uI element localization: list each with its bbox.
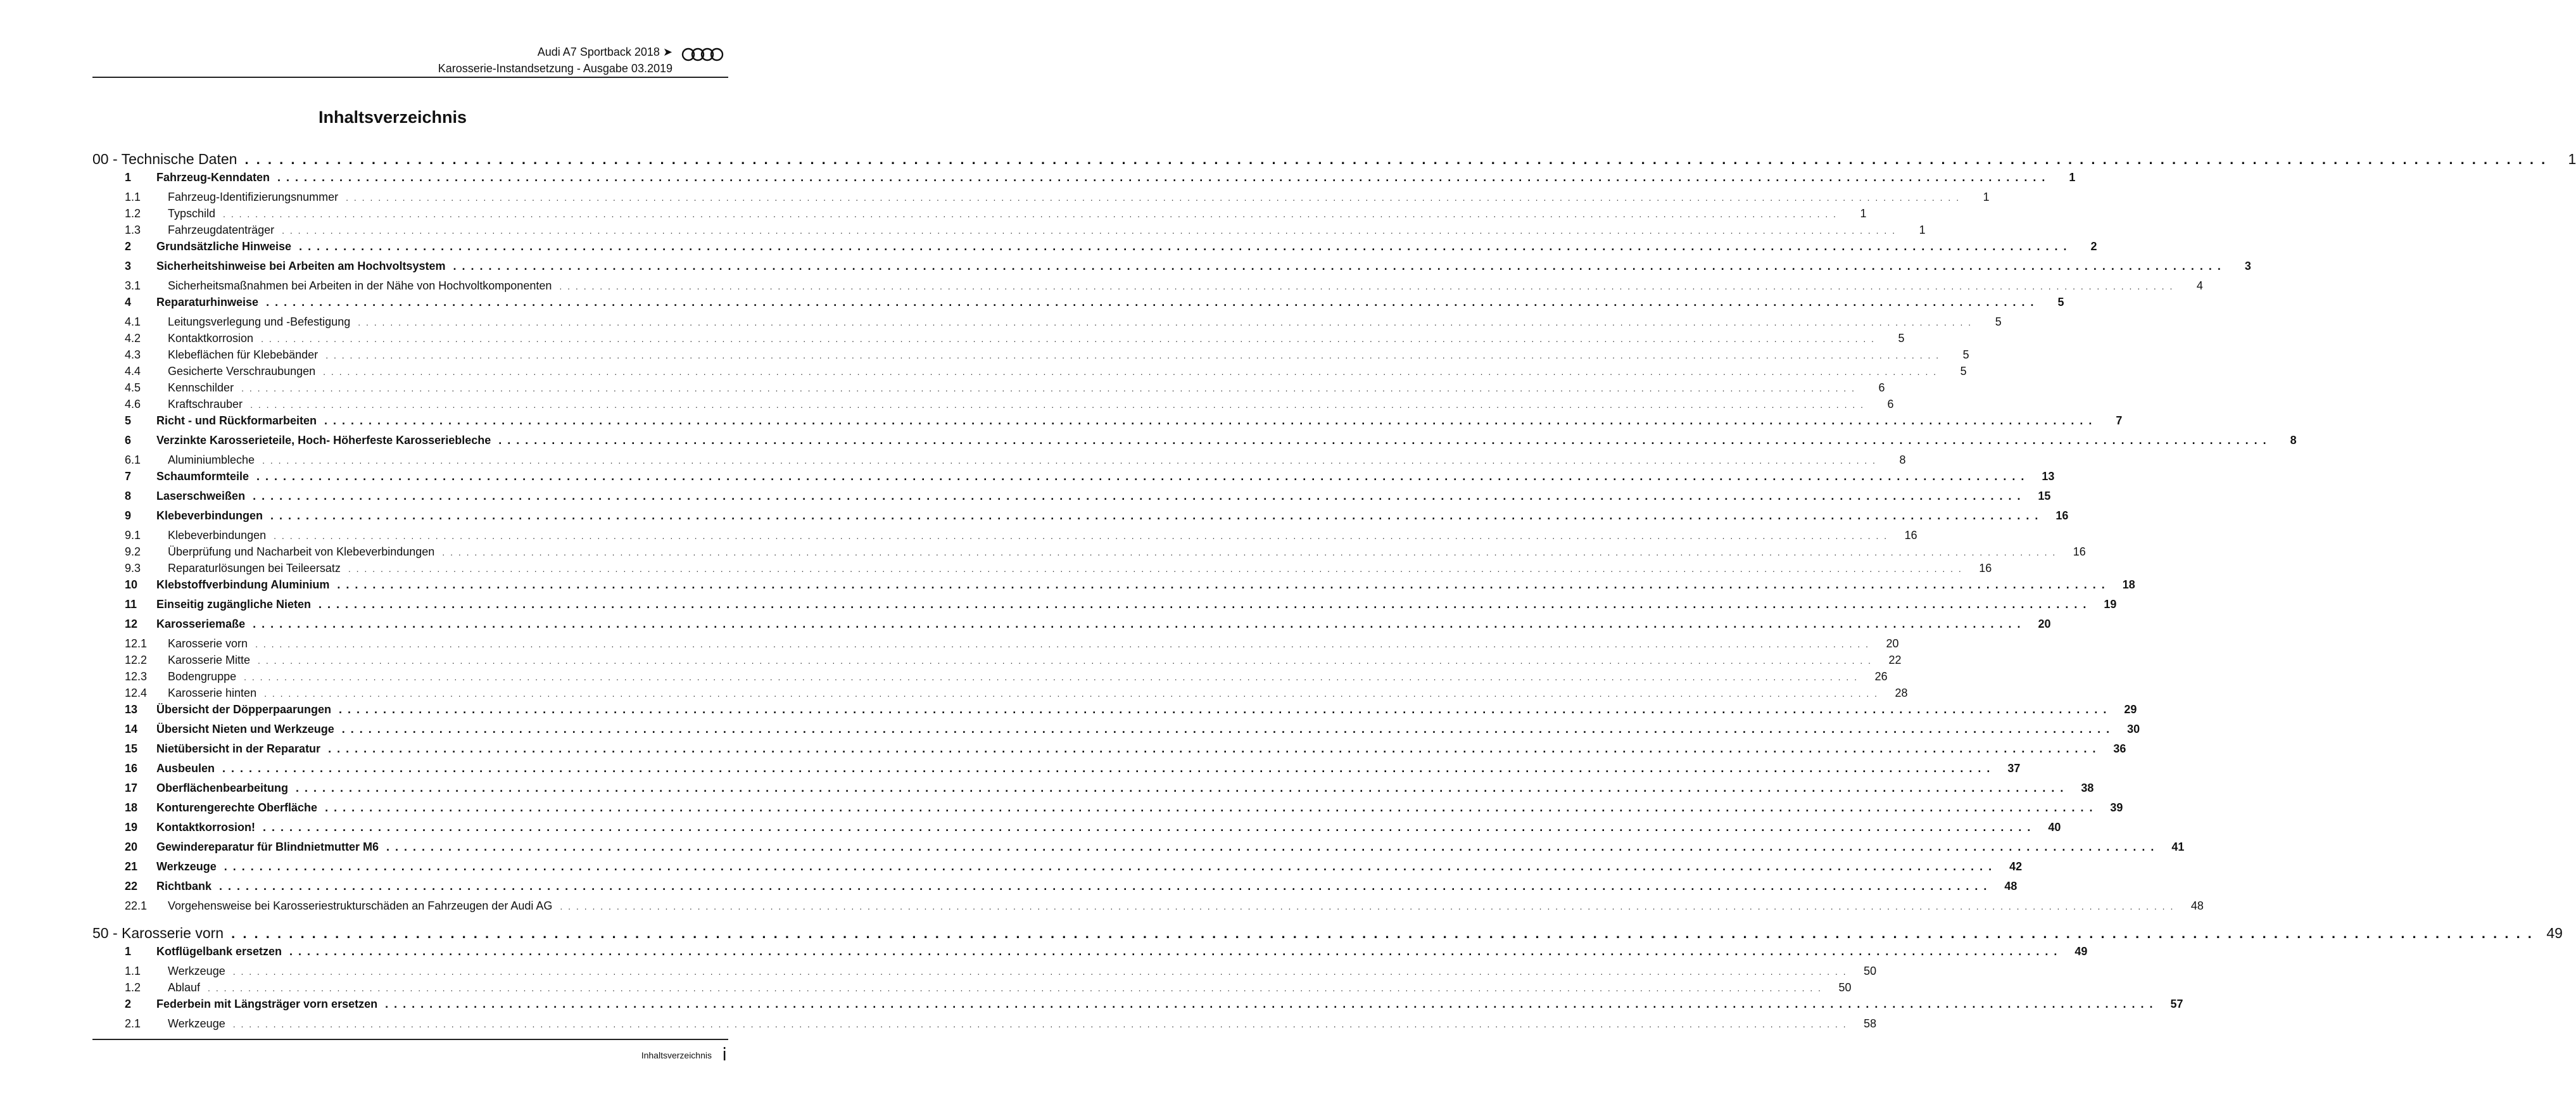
dot-leader: . . . . . . . . . . . . . . . . . . . . . . . . . . . . . . . . . . . . . . . . . . . . . . . . . . . . . . . . . . . . . . . . . . . . . . . . . . . . . . . . . . . . . . . . . . . . . . . . . . . . . . . . . . . . . . . . . . . . . . . . . . . . . . . . . . . . . . . . . . . . . . . . . . . . . . . . . . . . . . . . . . . . . . . . . . . . . . . . . . . . . . . . . . . . . . . . . . . . . . . . xyxy=(559,281,2174,291)
dot-leader: . . . . . . . . . . . . . . . . . . . . . . . . . . . . . . . . . . . . . . . . . . . . . . . . . . . . . . . . . . . . . . . . . . . . . . . . . . . . . . . . . . . . . . . . . . . . . . . . . . . . . . . . . . . . . . . . . . . . . . . . . . . . . . . . . . . . . . . . . . . . . . . . . . . . . . . . . . . . . . . . . . . . . . . . . . . . . . . . . . . . . . . . . . . . . . . . . . . . . . . . xyxy=(224,860,1993,873)
toc-entry-number: 10 xyxy=(125,578,138,591)
toc-section-row[interactable] xyxy=(92,598,2117,618)
toc-sub-row[interactable] xyxy=(92,545,2086,562)
toc-entry-number: 3 xyxy=(125,260,132,272)
toc-entry-page: 1 xyxy=(1919,224,1926,236)
toc-entry-page: 29 xyxy=(2124,703,2137,716)
toc-entry-page: 1 xyxy=(2069,171,2076,184)
footer-label: Inhaltsverzeichnis xyxy=(641,1050,712,1060)
toc-entry-page: 40 xyxy=(2048,821,2061,834)
toc-entry-page: 36 xyxy=(2113,742,2126,755)
toc-entry-number: 1.3 xyxy=(125,224,141,236)
toc-entry-number: 20 xyxy=(125,841,138,853)
toc-entry-page: 38 xyxy=(2081,782,2094,794)
toc-entry-title: Kraftschrauber xyxy=(168,398,243,410)
toc-entry-number: 12.3 xyxy=(125,670,148,683)
toc-entry-number: 2.1 xyxy=(125,1017,141,1030)
toc-entry-title: Karosserie hinten xyxy=(168,687,257,699)
toc-entry-number: 16 xyxy=(125,762,138,775)
toc-entry-page: 19 xyxy=(2104,598,2117,611)
toc-section-row[interactable] xyxy=(92,742,2126,762)
toc-entry-page: 58 xyxy=(1864,1017,1877,1030)
dot-leader: . . . . . . . . . . . . . . . . . . . . . . . . . . . . . . . . . . . . . . . . . . . . . . . . . . . . . . . . . . . . . . . . . . . . . . . . . . . . . . . . . . . . . . . . . . . . . . . . . . . . . . . . . . . . . . . . . . . . . . . . . . . . . . . . . . . . . . . . . . . . . . . . . . . . . . . . . . . . . . . . . . . . . . . . . . . . . . . . . . . . . . . . . . . . . . . . . . . . . . . . xyxy=(232,1019,1848,1029)
toc-sub-row[interactable] xyxy=(92,562,1992,578)
toc-entry-number: 19 xyxy=(125,821,138,834)
dot-leader: . . . . . . . . . . . . . . . . . . . . . . . . . . . . . . . . . . . . . . . . . . . . . . . . . . . . . . . . . . . . . . . . . . . . . . . . . . . . . . . . . . . . . . . . . . . . . . . . . . . . . . . . . . . . . . . . . . . . . . . . . . . . . . . . . . . . . . . . . . . . . . . . . . . . . . . . . . . . . . . . . . . . . . . . . . . . . . . . . . . . . . . . . . . . . . . . . . . . . . . . xyxy=(453,260,2222,272)
toc-entry-number: 13 xyxy=(125,703,138,716)
dot-leader: . . . . . . . . . . . . . . . . . . . . . . . . . . . . . . . . . . . . . . . . . . . . . . . . . . . . . . . . . . . . . . . . . . . . . . . . . . . . . . . . . . . . . . . . . . . . . . . . . . . . . . . . . . . . . . . . . . . . . . . . . . . . . . . . . . . . . . . . . . . . . . . . . . . . . . . . . . . . . . . . . . . . . . . . . . . . . . . . . . . . . . . . . . . . . . . . . . . . . . . . xyxy=(346,193,1960,203)
toc-entry-page: 3 xyxy=(2244,260,2251,272)
toc-entry-title: Richtbank xyxy=(156,880,212,892)
toc-entry-title: Grundsätzliche Hinweise xyxy=(156,240,292,253)
footer-page-number: i xyxy=(722,1044,727,1065)
toc-entry-title: Ablauf xyxy=(168,981,201,994)
toc-section-row[interactable] xyxy=(92,841,2185,860)
toc-entry-number: 4.3 xyxy=(125,348,141,361)
dot-leader: . . . . . . . . . . . . . . . . . . . . . . . . . . . . . . . . . . . . . . . . . . . . . . . . . . . . . . . . . . . . . . . . . . . . . . . . . . . . . . . . . . . . . . . . . . . . . . . . . . . . . . . . . . . . . . . . . . . . . . . . . . . . . . . . . . . . . . . . . . . . . . . . . . . . . . . . . . . . . . . . . . . . . . . . . . . . . . . . . . . . . . . . . . . . . . . . . . . . . . . . xyxy=(232,967,1848,977)
toc-sub-row[interactable] xyxy=(92,348,1969,365)
toc-entry-title: Klebeverbindungen xyxy=(168,529,267,542)
toc-entry-page: 1 xyxy=(2568,151,2576,167)
toc-entry-number: 1 xyxy=(125,171,132,184)
toc-entry-title: Kennschilder xyxy=(168,381,234,394)
toc-entry-title: Reparaturlösungen bei Teileersatz xyxy=(168,562,341,575)
toc-entry-number: 9.3 xyxy=(125,562,141,575)
dot-leader: . . . . . . . . . . . . . . . . . . . . . . . . . . . . . . . . . . . . . . . . . . . . . . . . . . . . . . . . . . . . . . . . . . . . . . . . . . . . . . . . . . . . . . . . . . . . . . . . . . . . . . . . . . . . . . . . . . . . . . . . . . . . . . . . . . . . . . . . . . . . . . . . . . . . . . . . . . . . . . . . . . . . . . . . . . . . . . . . . . . . . . . . . . . . . . . . . . . . . . . . xyxy=(244,672,1859,682)
toc-entry-number: 12 xyxy=(125,618,138,630)
toc-section-row[interactable] xyxy=(92,240,2097,260)
toc-entry-page: 57 xyxy=(2170,998,2183,1010)
toc-entry-title: Kontaktkorrosion xyxy=(168,332,254,345)
dot-leader: . . . . . . . . . . . . . . . . . . . . . . . . . . . . . . . . . . . . . . . . . . . . . . . . . . . . . . . . . . . . . . . . . . . . . . . . . . . . . . . . . . . . . . . . . . . . . . . . . . . . . . . . . . . . . . . . . . . . . . . . . . . . . . . . . . . . . . . . . . . . . . . . . . . . . . . . . . . . . . . . . . . . . . . . . . . . . . . . . . . . . . . . . . . . . . . . . . . . . . . . xyxy=(274,531,1888,541)
toc-entry-number: 14 xyxy=(125,723,138,735)
toc-entry-page: 20 xyxy=(1886,637,1899,650)
toc-section-row[interactable] xyxy=(92,578,2135,598)
toc-sub-row[interactable] xyxy=(92,398,1894,414)
toc-entry-title: Übersicht Nieten und Werkzeuge xyxy=(156,723,334,735)
dot-leader: . . . . . . . . . . . . . . . . . . . . . . . . . . . . . . . . . . . . . . . . . . . . . . . . . . . . . . . . . . . . . . . . . . . . . . . . . . . . . . . . . . . . . . . . . . . . . . . . . . . . . . . . . . . . . . . . . . . . . . . . . . . . . . . . . . . . . . . . . . . . . . . . . . . . . . . . . . . . . . . . . . . . . . . . . . . . . . . . . . . . . . . . . . . . . . . . . . . . . . . . xyxy=(222,762,1992,775)
toc-entry-number: 4.6 xyxy=(125,398,141,410)
toc-entry-page: 1 xyxy=(1983,191,1990,203)
dot-leader: . . . . . . . . . . . . . . . . . . . . . . . . . . . . . . . . . . . . . . . . . . . . . . . . . . . . . . . . . . . . . . . . . . . . . . . . . . . . . . . . . . . . . . . . . . . . . . . . . . . . . . . . . . . . . . . . . . . . . . . . . . . . . . . . . . . . . . . . . . . . . . . . . . . . . . . . . . . . . . . . . . . . . . . . . . . . . . . . . . . . . . . . . . . . . . . . . . . . . . . . xyxy=(258,656,1872,666)
toc-entry-page: 37 xyxy=(2007,762,2021,775)
dot-leader: . . . . . . . . . . . . . . . . . . . . . . . . . . . . . . . . . . . . . . . . . . . . . . . . . . . . . . . . . . . . . . . . . . . . . . . . . . . . . . . . . . . . . . . . . . . . . . . . . . . . . . . . . . . . . . . . . . . . . . . . . . . . . . . . . . . . . . . . . . . . . . . . . . . . . . . . . . . . . . . . . . . . . . . . . . . . . . . . . . . . . . . . . . . . . . . . . . . . . . . . xyxy=(244,151,2548,167)
toc-section-row[interactable] xyxy=(92,860,2023,880)
toc-entry-page: 16 xyxy=(1904,529,1917,542)
toc-section-row[interactable] xyxy=(92,296,2064,315)
toc-entry-number: 17 xyxy=(125,782,138,794)
dot-leader: . . . . . . . . . . . . . . . . . . . . . . . . . . . . . . . . . . . . . . . . . . . . . . . . . . . . . . . . . . . . . . . . . . . . . . . . . . . . . . . . . . . . . . . . . . . . . . . . . . . . . . . . . . . . . . . . . . . . . . . . . . . . . . . . . . . . . . . . . . . . . . . . . . . . . . . . . . . . . . . . . . . . . . . . . . . . . . . . . . . . . . . . . . . . . . . . . . . . . . . . xyxy=(266,296,2035,308)
toc-entry-page: 8 xyxy=(2290,434,2297,447)
toc-entry-page: 6 xyxy=(1878,381,1885,394)
toc-entry-title: Aluminiumbleche xyxy=(168,454,255,466)
toc-entry-title: Nietübersicht in der Reparatur xyxy=(156,742,321,755)
toc-entry-number: 12.2 xyxy=(125,654,148,666)
dot-leader: . . . . . . . . . . . . . . . . . . . . . . . . . . . . . . . . . . . . . . . . . . . . . . . . . . . . . . . . . . . . . . . . . . . . . . . . . . . . . . . . . . . . . . . . . . . . . . . . . . . . . . . . . . . . . . . . . . . . . . . . . . . . . . . . . . . . . . . . . . . . . . . . . . . . . . . . . . . . . . . . . . . . . . . . . . . . . . . . . . . . . . . . . . . . . . . . . . . . . . . . xyxy=(442,547,2057,557)
toc-entry-number: 22 xyxy=(125,880,138,892)
toc-entry-page: 48 xyxy=(2004,880,2017,892)
toc-entry-page: 50 xyxy=(1864,965,1877,977)
toc-entry-page: 5 xyxy=(1960,365,1967,378)
toc-section-row[interactable] xyxy=(92,509,2069,529)
toc-entry-title: Kontaktkorrosion! xyxy=(156,821,256,834)
toc-sub-row[interactable] xyxy=(92,687,1908,703)
toc-entry-title: Sicherheitshinweise bei Arbeiten am Hochvoltsystem xyxy=(156,260,446,272)
toc-entry-number: 1.1 xyxy=(125,965,141,977)
dot-leader: . . . . . . . . . . . . . . . . . . . . . . . . . . . . . . . . . . . . . . . . . . . . . . . . . . . . . . . . . . . . . . . . . . . . . . . . . . . . . . . . . . . . . . . . . . . . . . . . . . . . . . . . . . . . . . . . . . . . . . . . . . . . . . . . . . . . . . . . . . . . . . . . . . . . . . . . . . . . . . . . . . . . . . . . . . . . . . . . . . . . . . . . . . . . . . . . . . . . . . . . xyxy=(241,383,1856,393)
dot-leader: . . . . . . . . . . . . . . . . . . . . . . . . . . . . . . . . . . . . . . . . . . . . . . . . . . . . . . . . . . . . . . . . . . . . . . . . . . . . . . . . . . . . . . . . . . . . . . . . . . . . . . . . . . . . . . . . . . . . . . . . . . . . . . . . . . . . . . . . . . . . . . . . . . . . . . . . . . . . . . . . . . . . . . . . . . . . . . . . . . . . . . . . . . . . . . . . . . . . . . . . xyxy=(348,564,1963,574)
toc-entry-number: 2 xyxy=(125,998,132,1010)
toc-entry-page: 49 xyxy=(2074,945,2088,958)
toc-entry-title: Fahrzeug-Kenndaten xyxy=(156,171,270,184)
toc-entry-page: 1 xyxy=(1860,207,1867,220)
toc-entry-title: Klebeverbindungen xyxy=(156,509,263,522)
toc-entry-number: 4.2 xyxy=(125,332,141,345)
toc-entry-title: Vorgehensweise bei Karosseriestrukturschäden an Fahrzeugen der Audi AG xyxy=(168,899,553,912)
toc-entry-page: 26 xyxy=(1874,670,1888,683)
toc-section-row[interactable] xyxy=(92,762,2021,782)
dot-leader: . . . . . . . . . . . . . . . . . . . . . . . . . . . . . . . . . . . . . . . . . . . . . . . . . . . . . . . . . . . . . . . . . . . . . . . . . . . . . . . . . . . . . . . . . . . . . . . . . . . . . . . . . . . . . . . . . . . . . . . . . . . . . . . . . . . . . . . . . . . . . . . . . . . . . . . . . . . . . . . . . . . . . . . . . . . . . . . . . . . . . . . . . . . . . . . . . . . . . . . . xyxy=(498,434,2268,447)
toc-entry-title: Oberflächenbearbeitung xyxy=(156,782,289,794)
footer-rule xyxy=(92,1039,728,1040)
toc-sub-row[interactable] xyxy=(92,899,2204,916)
toc-section-row[interactable] xyxy=(92,260,2251,279)
toc-entry-title: Karosserie vorn xyxy=(168,637,248,650)
toc-entry-number: 22.1 xyxy=(125,899,148,912)
dot-leader: . . . . . . . . . . . . . . . . . . . . . . . . . . . . . . . . . . . . . . . . . . . . . . . . . . . . . . . . . . . . . . . . . . . . . . . . . . . . . . . . . . . . . . . . . . . . . . . . . . . . . . . . . . . . . . . . . . . . . . . . . . . . . . . . . . . . . . . . . . . . . . . . . . . . . . . . . . . . . . . . . . . . . . . . . . . . . . . . . . . . . . . . . . . . . . . . . . . . . . . . xyxy=(358,317,1973,327)
toc-entry-title: Verzinkte Karosserieteile, Hoch- Höherfeste Karosseriebleche xyxy=(156,434,491,447)
toc-sub-row[interactable] xyxy=(92,224,1926,240)
toc-entry-page: 48 xyxy=(2190,899,2204,912)
toc-entry-number: 4.4 xyxy=(125,365,141,378)
toc-entry-number: 4 xyxy=(125,296,132,308)
toc-entry-page: 16 xyxy=(2073,545,2086,558)
toc-section-row[interactable] xyxy=(92,723,2140,742)
toc-sub-row[interactable] xyxy=(92,454,1906,470)
dot-leader: . . . . . . . . . . . . . . . . . . . . . . . . . . . . . . . . . . . . . . . . . . . . . . . . . . . . . . . . . . . . . . . . . . . . . . . . . . . . . . . . . . . . . . . . . . . . . . . . . . . . . . . . . . . . . . . . . . . . . . . . . . . . . . . . . . . . . . . . . . . . . . . . . . . . . . . . . . . . . . . . . . . . . . . . . . . . . . . . . . . . . . . . . . . . . . . . . . . . . . . . xyxy=(261,334,1876,344)
toc-entry-title: Einseitig zugängliche Nieten xyxy=(156,598,312,611)
dot-leader: . . . . . . . . . . . . . . . . . . . . . . . . . . . . . . . . . . . . . . . . . . . . . . . . . . . . . . . . . . . . . . . . . . . . . . . . . . . . . . . . . . . . . . . . . . . . . . . . . . . . . . . . . . . . . . . . . . . . . . . . . . . . . . . . . . . . . . . . . . . . . . . . . . . . . . . . . . . . . . . . . . . . . . . . . . . . . . . . . . . . . . . . . . . . . . . . . . . . . . . . xyxy=(339,703,2108,716)
header-subtitle: Karosserie-Instandsetzung - Ausgabe 03.2019 xyxy=(438,62,672,75)
toc-entry-number: 00 - Technische Daten xyxy=(92,151,237,167)
toc-entry-page: 4 xyxy=(2196,279,2203,292)
toc-sub-row[interactable] xyxy=(92,529,1917,545)
toc-section-row[interactable] xyxy=(92,945,2088,965)
toc-sub-row[interactable] xyxy=(92,332,1905,348)
toc-entry-title: Übersicht der Döpperpaarungen xyxy=(156,703,332,716)
toc-entry-title: Typschild xyxy=(168,207,216,220)
toc-sub-row[interactable] xyxy=(92,315,2002,332)
toc-sub-row[interactable] xyxy=(92,207,1867,224)
toc-sub-row[interactable] xyxy=(92,279,2203,296)
toc-section-row[interactable] xyxy=(92,801,2123,821)
toc-sub-row[interactable] xyxy=(92,365,1967,381)
toc-entry-number: 7 xyxy=(125,470,132,483)
toc-entry-number: 11 xyxy=(125,598,137,611)
toc-entry-title: Federbein mit Längsträger vorn ersetzen xyxy=(156,998,378,1010)
toc-entry-title: Laserschweißen xyxy=(156,490,246,502)
toc-entry-number: 12.1 xyxy=(125,637,148,650)
toc-entry-title: Fahrzeugdatenträger xyxy=(168,224,275,236)
dot-leader: . . . . . . . . . . . . . . . . . . . . . . . . . . . . . . . . . . . . . . . . . . . . . . . . . . . . . . . . . . . . . . . . . . . . . . . . . . . . . . . . . . . . . . . . . . . . . . . . . . . . . . . . . . . . . . . . . . . . . . . . . . . . . . . . . . . . . . . . . . . . . . . . . . . . . . . . . . . . . . . . . . . . . . . . . . . . . . . . . . . . . . . . . . . . . . . . . . . . . . . . xyxy=(337,578,2106,591)
toc-entry-number: 12.4 xyxy=(125,687,148,699)
table-of-contents xyxy=(92,151,2576,1034)
toc-entry-page: 39 xyxy=(2110,801,2123,814)
toc-entry-page: 13 xyxy=(2042,470,2055,483)
dot-leader: . . . . . . . . . . . . . . . . . . . . . . . . . . . . . . . . . . . . . . . . . . . . . . . . . . . . . . . . . . . . . . . . . . . . . . . . . . . . . . . . . . . . . . . . . . . . . . . . . . . . . . . . . . . . . . . . . . . . . . . . . . . . . . . . . . . . . . . . . . . . . . . . . . . . . . . . . . . . . . . . . . . . . . . . . . . . . . . . . . . . . . . . . . . . . . . . . . . . . . . . xyxy=(325,801,2094,814)
toc-entry-page: 49 xyxy=(2546,925,2563,941)
toc-entry-title: Karosseriemaße xyxy=(156,618,246,630)
toc-entry-title: Klebeflächen für Klebebänder xyxy=(168,348,319,361)
toc-entry-number: 1.2 xyxy=(125,981,141,994)
toc-section-row[interactable] xyxy=(92,618,2051,637)
toc-section-row[interactable] xyxy=(92,414,2123,434)
toc-entry-number: 15 xyxy=(125,742,138,755)
toc-section-row[interactable] xyxy=(92,490,2051,509)
toc-entry-title: Richt - und Rückformarbeiten xyxy=(156,414,317,427)
dot-leader: . . . . . . . . . . . . . . . . . . . . . . . . . . . . . . . . . . . . . . . . . . . . . . . . . . . . . . . . . . . . . . . . . . . . . . . . . . . . . . . . . . . . . . . . . . . . . . . . . . . . . . . . . . . . . . . . . . . . . . . . . . . . . . . . . . . . . . . . . . . . . . . . . . . . . . . . . . . . . . . . . . . . . . . . . . . . . . . . . . . . . . . . . . . . . . . . . . . . . . . . xyxy=(341,723,2111,735)
dot-leader: . . . . . . . . . . . . . . . . . . . . . . . . . . . . . . . . . . . . . . . . . . . . . . . . . . . . . . . . . . . . . . . . . . . . . . . . . . . . . . . . . . . . . . . . . . . . . . . . . . . . . . . . . . . . . . . . . . . . . . . . . . . . . . . . . . . . . . . . . . . . . . . . . . . . . . . . . . . . . . . . . . . . . . . . . . . . . . . . . . . . . . . . . . . . . . . . . . . . . . . . xyxy=(263,821,2032,834)
toc-sub-row[interactable] xyxy=(92,965,1877,981)
toc-entry-title: Gewindereparatur für Blindnietmutter M6 xyxy=(156,841,379,853)
toc-sub-row[interactable] xyxy=(92,637,1899,654)
toc-entry-number: 6 xyxy=(125,434,132,447)
dot-leader: . . . . . . . . . . . . . . . . . . . . . . . . . . . . . . . . . . . . . . . . . . . . . . . . . . . . . . . . . . . . . . . . . . . . . . . . . . . . . . . . . . . . . . . . . . . . . . . . . . . . . . . . . . . . . . . . . . . . . . . . . . . . . . . . . . . . . . . . . . . . . . . . . . . . . . . . . . . . . . . . . . . . . . . . . . . . . . . . . . . . . . . . . . . . . . . . . . . . . . . . xyxy=(253,490,2022,502)
toc-section-row[interactable] xyxy=(92,703,2137,723)
toc-entry-page: 16 xyxy=(1979,562,1992,575)
toc-entry-title: Sicherheitsmaßnahmen bei Arbeiten in der Nähe von Hochvoltkomponenten xyxy=(168,279,552,292)
toc-entry-page: 16 xyxy=(2055,509,2069,522)
dot-leader: . . . . . . . . . . . . . . . . . . . . . . . . . . . . . . . . . . . . . . . . . . . . . . . . . . . . . . . . . . . . . . . . . . . . . . . . . . . . . . . . . . . . . . . . . . . . . . . . . . . . . . . . . . . . . . . . . . . . . . . . . . . . . . . . . . . . . . . . . . . . . . . . . . . . . . . . . . . . . . . . . . . . . . . . . . . . . . . . . . . . . . . . . . . . . . . . . . . . . . . . xyxy=(324,414,2093,427)
dot-leader: . . . . . . . . . . . . . . . . . . . . . . . . . . . . . . . . . . . . . . . . . . . . . . . . . . . . . . . . . . . . . . . . . . . . . . . . . . . . . . . . . . . . . . . . . . . . . . . . . . . . . . . . . . . . . . . . . . . . . . . . . . . . . . . . . . . . . . . . . . . . . . . . . . . . . . . . . . . . . . . . . . . . . . . . . . . . . . . . . . . . . . . . . . . . . . . . . . . . . . . . xyxy=(250,400,1865,410)
dot-leader: . . . . . . . . . . . . . . . . . . . . . . . . . . . . . . . . . . . . . . . . . . . . . . . . . . . . . . . . . . . . . . . . . . . . . . . . . . . . . . . . . . . . . . . . . . . . . . . . . . . . . . . . . . . . . . . . . . . . . . . . . . . . . . . . . . . . . . . . . . . . . . . . . . . . . . . . . . . . . . . . . . . . . . . . . . . . . . . . . . . . . . . . . . . . . . . . . . . . . . . . xyxy=(256,470,2026,483)
dot-leader: . . . . . . . . . . . . . . . . . . . . . . . . . . . . . . . . . . . . . . . . . . . . . . . . . . . . . . . . . . . . . . . . . . . . . . . . . . . . . . . . . . . . . . . . . . . . . . . . . . . . . . . . . . . . . . . . . . . . . . . . . . . . . . . . . . . . . . . . . . . . . . . . . . . . . . . . . . . . . . . . . . . . . . . . . . . . . . . . . . . . . . . . . . . . . . . . . . . . . . . . xyxy=(282,225,1897,236)
dot-leader: . . . . . . . . . . . . . . . . . . . . . . . . . . . . . . . . . . . . . . . . . . . . . . . . . . . . . . . . . . . . . . . . . . . . . . . . . . . . . . . . . . . . . . . . . . . . . . . . . . . . . . . . . . . . . . . . . . . . . . . . . . . . . . . . . . . . . . . . . . . . . . . . . . . . . . . . . . . . . . . . . . . . . . . . . . . . . . . . . . . . . . . . . . . . . . . . . . . . . . . . xyxy=(289,945,2059,958)
toc-entry-page: 8 xyxy=(1899,454,1906,466)
toc-entry-title: Werkzeuge xyxy=(156,860,217,873)
toc-entry-number: 9 xyxy=(125,509,132,522)
toc-entry-number: 3.1 xyxy=(125,279,141,292)
toc-entry-number: 6.1 xyxy=(125,454,141,466)
dot-leader: . . . . . . . . . . . . . . . . . . . . . . . . . . . . . . . . . . . . . . . . . . . . . . . . . . . . . . . . . . . . . . . . . . . . . . . . . . . . . . . . . . . . . . . . . . . . . . . . . . . . . . . . . . . . . . . . . . . . . . . . . . . . . . . . . . . . . . . . . . . . . . . . . . . . . . . . . . . . . . . . . . . . . . . . . . . . . . . . . . . . . . . . . . . . . . . . . . . . . . . . xyxy=(325,350,1940,360)
page-header xyxy=(92,44,728,77)
toc-entry-title: Fahrzeug-Identifizierungsnummer xyxy=(168,191,339,203)
toc-entry-page: 20 xyxy=(2038,618,2051,630)
toc-entry-title: Kotflügelbank ersetzen xyxy=(156,945,282,958)
toc-entry-page: 42 xyxy=(2009,860,2023,873)
toc-entry-page: 15 xyxy=(2038,490,2051,502)
toc-entry-page: 41 xyxy=(2171,841,2185,853)
toc-entry-page: 5 xyxy=(2057,296,2064,308)
toc-section-row[interactable] xyxy=(92,880,2017,899)
toc-entry-title: Schaumformteile xyxy=(156,470,249,483)
dot-leader: . . . . . . . . . . . . . . . . . . . . . . . . . . . . . . . . . . . . . . . . . . . . . . . . . . . . . . . . . . . . . . . . . . . . . . . . . . . . . . . . . . . . . . . . . . . . . . . . . . . . . . . . . . . . . . . . . . . . . . . . . . . . . . . . . . . . . . . . . . . . . . . . . . . . . . . . . . . . . . . . . . . . . . . . . . . . . . . . . . . . . . . . . . . . . . . . . . . . . . . . xyxy=(231,925,2534,941)
toc-entry-page: 22 xyxy=(1888,654,1902,666)
toc-chapter-row[interactable] xyxy=(92,151,2576,171)
toc-entry-title: Ausbeulen xyxy=(156,762,215,775)
toc-entry-page: 5 xyxy=(1962,348,1969,361)
toc-entry-number: 1.2 xyxy=(125,207,141,220)
dot-leader: . . . . . . . . . . . . . . . . . . . . . . . . . . . . . . . . . . . . . . . . . . . . . . . . . . . . . . . . . . . . . . . . . . . . . . . . . . . . . . . . . . . . . . . . . . . . . . . . . . . . . . . . . . . . . . . . . . . . . . . . . . . . . . . . . . . . . . . . . . . . . . . . . . . . . . . . . . . . . . . . . . . . . . . . . . . . . . . . . . . . . . . . . . . . . . . . . . . . . . . . xyxy=(264,689,1879,699)
toc-entry-number: 4.5 xyxy=(125,381,141,394)
toc-entry-number: 18 xyxy=(125,801,138,814)
toc-entry-page: 5 xyxy=(1995,315,2002,328)
dot-leader: . . . . . . . . . . . . . . . . . . . . . . . . . . . . . . . . . . . . . . . . . . . . . . . . . . . . . . . . . . . . . . . . . . . . . . . . . . . . . . . . . . . . . . . . . . . . . . . . . . . . . . . . . . . . . . . . . . . . . . . . . . . . . . . . . . . . . . . . . . . . . . . . . . . . . . . . . . . . . . . . . . . . . . . . . . . . . . . . . . . . . . . . . . . . . . . . . . . . . . . . xyxy=(385,998,2154,1010)
toc-chapter-row[interactable] xyxy=(92,925,2563,945)
toc-entry-page: 5 xyxy=(1898,332,1905,345)
dot-leader: . . . . . . . . . . . . . . . . . . . . . . . . . . . . . . . . . . . . . . . . . . . . . . . . . . . . . . . . . . . . . . . . . . . . . . . . . . . . . . . . . . . . . . . . . . . . . . . . . . . . . . . . . . . . . . . . . . . . . . . . . . . . . . . . . . . . . . . . . . . . . . . . . . . . . . . . . . . . . . . . . . . . . . . . . . . . . . . . . . . . . . . . . . . . . . . . . . . . . . . . xyxy=(560,901,2175,911)
toc-sub-row[interactable] xyxy=(92,981,1852,998)
toc-sub-row[interactable] xyxy=(92,670,1888,687)
dot-leader: . . . . . . . . . . . . . . . . . . . . . . . . . . . . . . . . . . . . . . . . . . . . . . . . . . . . . . . . . . . . . . . . . . . . . . . . . . . . . . . . . . . . . . . . . . . . . . . . . . . . . . . . . . . . . . . . . . . . . . . . . . . . . . . . . . . . . . . . . . . . . . . . . . . . . . . . . . . . . . . . . . . . . . . . . . . . . . . . . . . . . . . . . . . . . . . . . . . . . . . . xyxy=(223,209,1838,219)
toc-entry-number: 2 xyxy=(125,240,132,253)
toc-section-row[interactable] xyxy=(92,998,2183,1017)
toc-entry-number: 21 xyxy=(125,860,138,873)
toc-entry-number: 5 xyxy=(125,414,132,427)
toc-entry-title: Leitungsverlegung und -Befestigung xyxy=(168,315,351,328)
toc-entry-page: 6 xyxy=(1887,398,1894,410)
toc-entry-number: 1 xyxy=(125,945,132,958)
dot-leader: . . . . . . . . . . . . . . . . . . . . . . . . . . . . . . . . . . . . . . . . . . . . . . . . . . . . . . . . . . . . . . . . . . . . . . . . . . . . . . . . . . . . . . . . . . . . . . . . . . . . . . . . . . . . . . . . . . . . . . . . . . . . . . . . . . . . . . . . . . . . . . . . . . . . . . . . . . . . . . . . . . . . . . . . . . . . . . . . . . . . . . . . . . . . . . . . . . . . . . . . xyxy=(386,841,2156,853)
toc-entry-page: 18 xyxy=(2122,578,2135,591)
toc-entry-page: 7 xyxy=(2116,414,2123,427)
dot-leader: . . . . . . . . . . . . . . . . . . . . . . . . . . . . . . . . . . . . . . . . . . . . . . . . . . . . . . . . . . . . . . . . . . . . . . . . . . . . . . . . . . . . . . . . . . . . . . . . . . . . . . . . . . . . . . . . . . . . . . . . . . . . . . . . . . . . . . . . . . . . . . . . . . . . . . . . . . . . . . . . . . . . . . . . . . . . . . . . . . . . . . . . . . . . . . . . . . . . . . . . xyxy=(270,509,2040,522)
toc-entry-page: 50 xyxy=(1838,981,1852,994)
header-model: Audi A7 Sportback 2018 ➤ xyxy=(537,46,672,58)
toc-entry-page: 28 xyxy=(1895,687,1908,699)
dot-leader: . . . . . . . . . . . . . . . . . . . . . . . . . . . . . . . . . . . . . . . . . . . . . . . . . . . . . . . . . . . . . . . . . . . . . . . . . . . . . . . . . . . . . . . . . . . . . . . . . . . . . . . . . . . . . . . . . . . . . . . . . . . . . . . . . . . . . . . . . . . . . . . . . . . . . . . . . . . . . . . . . . . . . . . . . . . . . . . . . . . . . . . . . . . . . . . . . . . . . . . . xyxy=(253,618,2022,630)
toc-section-row[interactable] xyxy=(92,821,2061,841)
toc-entry-page: 2 xyxy=(2090,240,2097,253)
toc-entry-page: 30 xyxy=(2127,723,2140,735)
toc-entry-number: 9.1 xyxy=(125,529,141,542)
toc-sub-row[interactable] xyxy=(92,1017,1877,1034)
toc-entry-number: 4.1 xyxy=(125,315,141,328)
dot-leader: . . . . . . . . . . . . . . . . . . . . . . . . . . . . . . . . . . . . . . . . . . . . . . . . . . . . . . . . . . . . . . . . . . . . . . . . . . . . . . . . . . . . . . . . . . . . . . . . . . . . . . . . . . . . . . . . . . . . . . . . . . . . . . . . . . . . . . . . . . . . . . . . . . . . . . . . . . . . . . . . . . . . . . . . . . . . . . . . . . . . . . . . . . . . . . . . . . . . . . . . xyxy=(319,598,2088,611)
toc-entry-number: 8 xyxy=(125,490,132,502)
dot-leader: . . . . . . . . . . . . . . . . . . . . . . . . . . . . . . . . . . . . . . . . . . . . . . . . . . . . . . . . . . . . . . . . . . . . . . . . . . . . . . . . . . . . . . . . . . . . . . . . . . . . . . . . . . . . . . . . . . . . . . . . . . . . . . . . . . . . . . . . . . . . . . . . . . . . . . . . . . . . . . . . . . . . . . . . . . . . . . . . . . . . . . . . . . . . . . . . . . . . . . . . xyxy=(255,639,1870,649)
toc-section-row[interactable] xyxy=(92,470,2055,490)
toc-entry-number: 9.2 xyxy=(125,545,141,558)
dot-leader: . . . . . . . . . . . . . . . . . . . . . . . . . . . . . . . . . . . . . . . . . . . . . . . . . . . . . . . . . . . . . . . . . . . . . . . . . . . . . . . . . . . . . . . . . . . . . . . . . . . . . . . . . . . . . . . . . . . . . . . . . . . . . . . . . . . . . . . . . . . . . . . . . . . . . . . . . . . . . . . . . . . . . . . . . . . . . . . . . . . . . . . . . . . . . . . . . . . . . . . . xyxy=(299,240,2068,253)
dot-leader: . . . . . . . . . . . . . . . . . . . . . . . . . . . . . . . . . . . . . . . . . . . . . . . . . . . . . . . . . . . . . . . . . . . . . . . . . . . . . . . . . . . . . . . . . . . . . . . . . . . . . . . . . . . . . . . . . . . . . . . . . . . . . . . . . . . . . . . . . . . . . . . . . . . . . . . . . . . . . . . . . . . . . . . . . . . . . . . . . . . . . . . . . . . . . . . . . . . . . . . . xyxy=(323,367,1938,377)
dot-leader: . . . . . . . . . . . . . . . . . . . . . . . . . . . . . . . . . . . . . . . . . . . . . . . . . . . . . . . . . . . . . . . . . . . . . . . . . . . . . . . . . . . . . . . . . . . . . . . . . . . . . . . . . . . . . . . . . . . . . . . . . . . . . . . . . . . . . . . . . . . . . . . . . . . . . . . . . . . . . . . . . . . . . . . . . . . . . . . . . . . . . . . . . . . . . . . . . . . . . . . . xyxy=(277,171,2047,184)
dot-leader: . . . . . . . . . . . . . . . . . . . . . . . . . . . . . . . . . . . . . . . . . . . . . . . . . . . . . . . . . . . . . . . . . . . . . . . . . . . . . . . . . . . . . . . . . . . . . . . . . . . . . . . . . . . . . . . . . . . . . . . . . . . . . . . . . . . . . . . . . . . . . . . . . . . . . . . . . . . . . . . . . . . . . . . . . . . . . . . . . . . . . . . . . . . . . . . . . . . . . . . . xyxy=(208,983,1822,993)
toc-section-row[interactable] xyxy=(92,171,2076,191)
toc-entry-number: 1.1 xyxy=(125,191,141,203)
toc-entry-title: Klebstoffverbindung Aluminium xyxy=(156,578,330,591)
audi-rings-logo xyxy=(681,47,726,62)
toc-entry-title: Bodengruppe xyxy=(168,670,237,683)
toc-entry-title: Reparaturhinweise xyxy=(156,296,259,308)
toc-sub-row[interactable] xyxy=(92,191,1990,207)
toc-sub-row[interactable] xyxy=(92,654,1902,670)
dot-leader: . . . . . . . . . . . . . . . . . . . . . . . . . . . . . . . . . . . . . . . . . . . . . . . . . . . . . . . . . . . . . . . . . . . . . . . . . . . . . . . . . . . . . . . . . . . . . . . . . . . . . . . . . . . . . . . . . . . . . . . . . . . . . . . . . . . . . . . . . . . . . . . . . . . . . . . . . . . . . . . . . . . . . . . . . . . . . . . . . . . . . . . . . . . . . . . . . . . . . . . . xyxy=(219,880,1988,892)
toc-entry-title: Gesicherte Verschraubungen xyxy=(168,365,316,378)
toc-entry-title: Konturengerechte Oberfläche xyxy=(156,801,318,814)
dot-leader: . . . . . . . . . . . . . . . . . . . . . . . . . . . . . . . . . . . . . . . . . . . . . . . . . . . . . . . . . . . . . . . . . . . . . . . . . . . . . . . . . . . . . . . . . . . . . . . . . . . . . . . . . . . . . . . . . . . . . . . . . . . . . . . . . . . . . . . . . . . . . . . . . . . . . . . . . . . . . . . . . . . . . . . . . . . . . . . . . . . . . . . . . . . . . . . . . . . . . . . . xyxy=(296,782,2065,794)
toc-section-row[interactable] xyxy=(92,434,2297,454)
toc-entry-title: Karosserie Mitte xyxy=(168,654,251,666)
toc-entry-title: Überprüfung und Nacharbeit von Klebeverbindungen xyxy=(168,545,435,558)
toc-section-row[interactable] xyxy=(92,782,2094,801)
toc-sub-row[interactable] xyxy=(92,381,1885,398)
page-title: Inhaltsverzeichnis xyxy=(318,108,467,127)
toc-entry-title: Werkzeuge xyxy=(168,1017,225,1030)
dot-leader: . . . . . . . . . . . . . . . . . . . . . . . . . . . . . . . . . . . . . . . . . . . . . . . . . . . . . . . . . . . . . . . . . . . . . . . . . . . . . . . . . . . . . . . . . . . . . . . . . . . . . . . . . . . . . . . . . . . . . . . . . . . . . . . . . . . . . . . . . . . . . . . . . . . . . . . . . . . . . . . . . . . . . . . . . . . . . . . . . . . . . . . . . . . . . . . . . . . . . . . . xyxy=(262,455,1877,466)
toc-entry-number: 50 - Karosserie vorn xyxy=(92,925,224,941)
dot-leader: . . . . . . . . . . . . . . . . . . . . . . . . . . . . . . . . . . . . . . . . . . . . . . . . . . . . . . . . . . . . . . . . . . . . . . . . . . . . . . . . . . . . . . . . . . . . . . . . . . . . . . . . . . . . . . . . . . . . . . . . . . . . . . . . . . . . . . . . . . . . . . . . . . . . . . . . . . . . . . . . . . . . . . . . . . . . . . . . . . . . . . . . . . . . . . . . . . . . . . . . xyxy=(328,742,2097,755)
toc-entry-title: Werkzeuge xyxy=(168,965,225,977)
header-rule xyxy=(92,77,728,78)
